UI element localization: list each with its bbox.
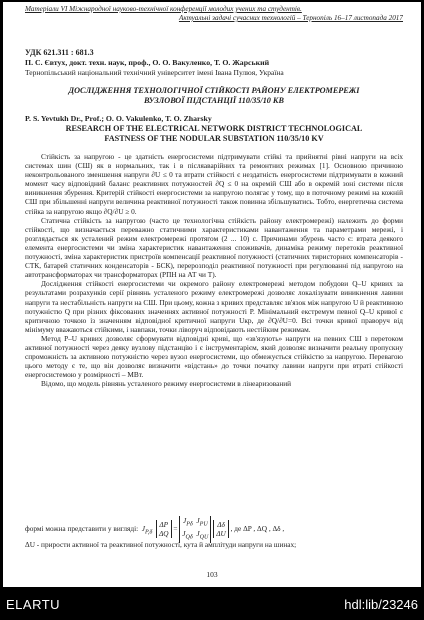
title-ua-line2: ВУЗЛОВОЇ ПІДСТАНЦІЇ 110/35/10 КВ	[144, 96, 284, 105]
formula-explanation: ΔU - прирости активної та реактивної потужності, кута й амплітуди напруги на шинах;	[25, 540, 297, 549]
affiliation: Тернопільський національний технічний університет імені Івана Пулюя, Україна	[25, 68, 284, 77]
article-body	[25, 152, 403, 518]
running-header-line1: Матеріали VI Міжнародної науково-технічної конференції молодих учених та студентів.	[25, 5, 302, 13]
title-ua-line1: ДОСЛІДЖЕННЯ ТЕХНОЛОГІЧНОЇ СТІЙКОСТІ РАЙОНУ ЕЛЕКТРОМЕРЕЖІ	[68, 86, 360, 95]
title-en-line1: RESEARCH OF THE ELECTRICAL NETWORK DISTRICT TECHNOLOGICAL	[65, 124, 363, 133]
paragraph: Статична стійкість за напругою (часто це технологічна стійкість району електромережі) належить до форми стійкості, що визначається переважно статичними характеристиками навантаження та параметрами мережі, і розглядається як усталений режим електромережі протягом (2 ... 10) с. Причинами збурень часто є: втрата деякого елемента енергосистеми чи зміна характеристик навантаження споживачів, динаміка режиму перетоків реактивної потужності, зміна характеристик пристроїв компенсації реактивної потужності (статичних тиристорних компенсаторів - СТК, батарей статичних конденсаторів - БСК), перерозподіл реактивної потужності при регулюванні під напругою на автотрансформаторах чи трансформаторах (РПН на АТ чи Т).	[25, 215, 403, 280]
paragraph: Дослідження стійкості енергосистеми чи окремого району електромережі методом побудови Q–U кривих за результатами розрахунків серії рівнянь усталеного режиму електромережі дозволяє локалізувати виникнення лавини напруги та нестабільність напруги на СШ. При цьому, кожна з кривих представляє зв'язок між напругою U й реактивною потужністю Q при різних фіксованих значеннях активної потужності P. Мінімальний екстремум певної Q–U кривої є критичною точкою із значенням відповідної критичної напруги Uкр, де ∂Q/∂U=0. Всі точки кривої праворуч від мінімуму вважаються стійкими, і навпаки, точки ліворуч відповідають нестійким режимам.	[25, 279, 403, 334]
paragraph: Метод P–U кривих дозволяє сформувати відповідні криві, що «зв'язують» напруги на певних СШ з перетоком активної потужності через деяку вузлову підстанцію і є інструментарієм, який дозволяє визначити реальну пропускну спроможність за активною потужністю через вузол енергосистеми, що обмежується стійкістю за напругою. Перевагою цього методу є те, що він дозволяє визначити «відстань» до точки початку лавини напруги при втраті стійкості енергосистемою у розмірності – МВт.	[25, 333, 403, 380]
title-en-line2: FASTNESS OF THE NODULAR SUBSTATION 110/35/10 KV	[104, 134, 324, 143]
repository-footer-bar	[0, 587, 424, 620]
page-number: 103	[206, 570, 218, 579]
authors-ua: П. С. Євтух, докт. техн. наук, проф., О. О. Вакуленко, Т. О. Жарський	[25, 58, 270, 67]
repository-name: ELARTU	[6, 597, 61, 612]
authors-en: P. S. Yevtukh Dr., Prof.; O. O. Vakulenko, T. O. Zharsky	[25, 114, 212, 123]
paragraph: Стійкість за напругою - це здатність енергосистеми підтримувати стійкі та прийнятні рівні напруги на всіх системах шин (СШ) як в нормальних, так і в післяаварійних та ремонтних режимах [1]. Основною причиною неконтрольованого зменшення напруги ∂U ≤ 0 та втрати стійкості є нездатність енергосистеми підтримувати в кожний момент часу відповідний баланс реактивних потужностей ∂Q ≤ 0 на окремій СШ або в окремій зоні системи після виникнення збурення. Критерій стійкості енергосистеми за напругою полягає у тому, що в поточному режимі на кожній СШ при збільшенні напруги величина реактивної потужності також повинна збільшуватись. Тобто, енергетична система стійка за напругою якщо ∂Q/∂U ≥ 0.	[25, 152, 403, 216]
formula-lead-text: формі можна представити у вигляді:	[25, 524, 139, 534]
matrix-equation: формі можна представити у вигляді: $J_{P,\delta}$ ΔP $\Delta Q = J_{P\delta}$ $J_{PU}$ $J_{Q\delta}$ $J_{QU}$ Δδ ΔU , де ΔP , ΔQ , Δδ ,	[25, 516, 285, 541]
document-page	[3, 2, 421, 587]
running-header-line2: Актуальні задачі сучасних технологій – Тернопіль 16–17 листопада 2017	[178, 14, 403, 22]
handle-identifier: hdl:lib/23246	[344, 597, 418, 612]
formula-tail-text: , де ΔP , ΔQ , Δδ ,	[230, 524, 285, 534]
paragraph: Відомо, що модель рівнянь усталеного режиму енергосистеми в лінеаризований	[41, 379, 292, 389]
udk-code: УДК 621.311 : 681.3	[25, 48, 94, 57]
